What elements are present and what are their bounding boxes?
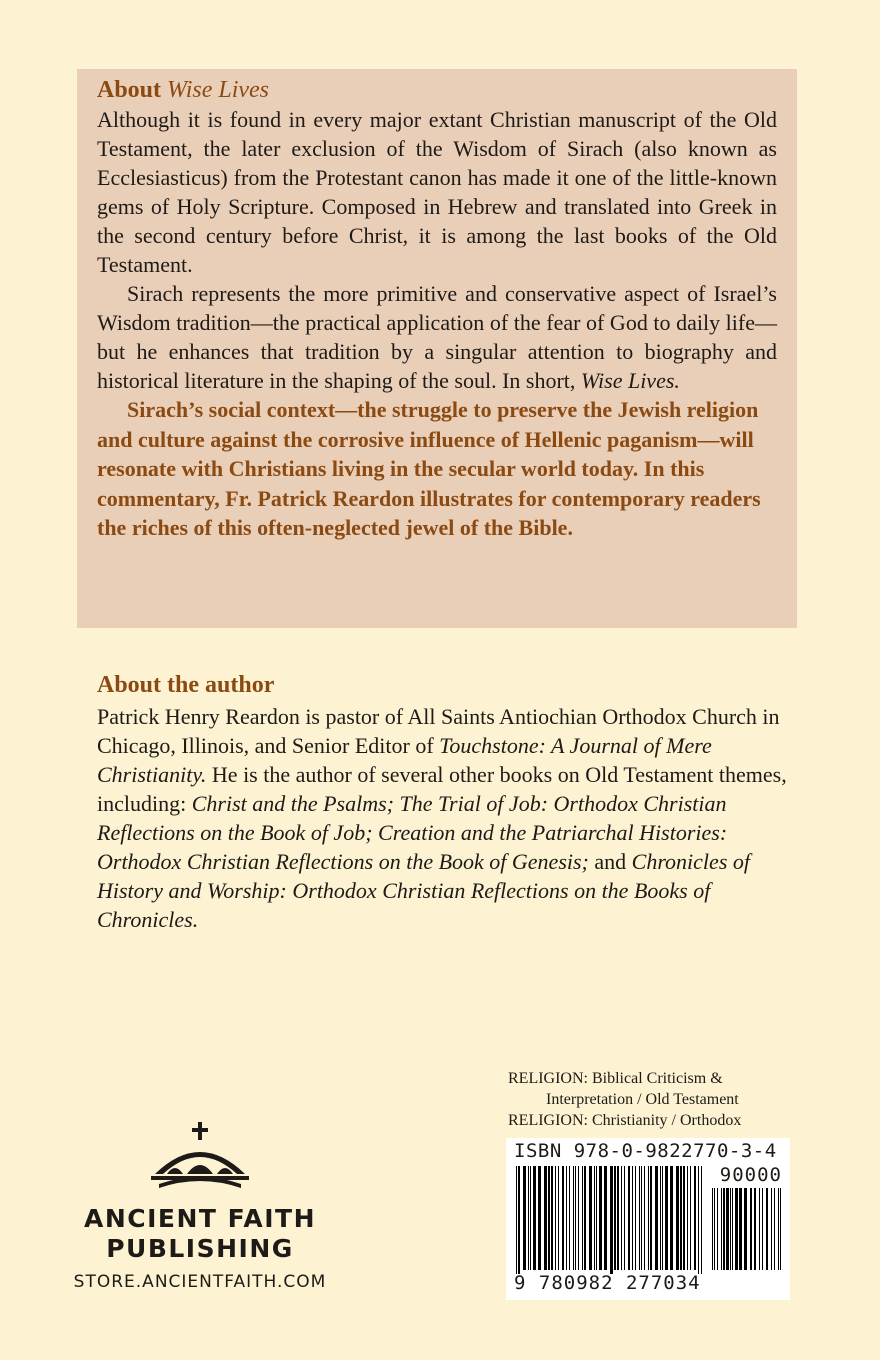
barcode-bar (578, 1166, 579, 1270)
barcode-bar (589, 1166, 592, 1270)
barcode-bar (754, 1188, 756, 1270)
barcode-bar (694, 1166, 696, 1270)
barcode-bar (676, 1166, 679, 1270)
barcode-bar (735, 1188, 738, 1270)
barcode-bar (530, 1166, 531, 1270)
barcode-bar (632, 1166, 633, 1270)
about-author-text: Patrick Henry Reardon is pastor of All Saints Antiochian Orthodox Church in Chicago, Illinois, and Senior Editor of Touchstone: A Journal of Mere Christianity. He is the author of several other books on Old Testament themes, including: Christ and the Psalms; The Trial of Job: Orthodox Christian Reflections on the Book of Job; Creation and the Patriarchal Histories: Orthodox Christian Reflections on the Book of Genesis; and Chronicles of History and Worship: Orthodox Christian Reflections on the Books of Chronicles. (97, 704, 787, 932)
barcode-bar (569, 1166, 570, 1270)
barcode-bar (771, 1188, 772, 1270)
subject-line-1: RELIGION: Biblical Criticism & (508, 1070, 723, 1087)
barcode-bar (665, 1166, 668, 1270)
subject-line-3: RELIGION: Christianity / Orthodox (508, 1112, 742, 1129)
barcode-bar (774, 1188, 775, 1270)
barcode-bar (648, 1166, 649, 1270)
barcode-bar (762, 1188, 763, 1270)
barcode-bar (732, 1188, 733, 1270)
barcode-bar (683, 1166, 685, 1270)
barcode-bar (596, 1166, 597, 1270)
store-url: STORE.ANCIENTFAITH.COM (73, 1272, 327, 1292)
barcode-digits: 9 780982 277034 (514, 1272, 701, 1294)
barcode-bar (599, 1166, 602, 1270)
barcode-bar (723, 1188, 725, 1270)
barcode-bar (544, 1166, 547, 1270)
barcode-bar (617, 1166, 619, 1270)
barcode-bar (687, 1166, 688, 1270)
about-book-heading: About Wise Lives (97, 77, 270, 103)
about-author-section (97, 670, 797, 934)
barcode-bar (516, 1166, 517, 1274)
isbn-number: ISBN 978-0-9822770-3-4 (514, 1140, 777, 1162)
barcode-bar (701, 1166, 702, 1274)
isbn-barcode (506, 1138, 790, 1300)
barcode-bar (582, 1166, 583, 1270)
barcode-bar (759, 1188, 760, 1270)
price-code: 90000 (719, 1164, 782, 1186)
barcode-bar (655, 1166, 658, 1270)
barcode-bar (712, 1188, 713, 1270)
barcode-bar (573, 1166, 574, 1270)
barcode-bar (604, 1166, 607, 1270)
barcode-bar (635, 1166, 636, 1270)
barcode-bar (562, 1166, 564, 1270)
barcode-bar (721, 1188, 722, 1270)
barcode-bar (551, 1166, 553, 1270)
about-book-box (77, 69, 797, 628)
barcode-bar (528, 1166, 529, 1270)
barcode-bar (538, 1166, 541, 1270)
barcode-bar (739, 1188, 742, 1270)
barcode-bar (558, 1166, 559, 1270)
about-author-heading: About the author (97, 672, 275, 698)
about-book-paragraph-2: Sirach represents the more primitive and conservative aspect of Israel’s Wisdom tradition—the practical application of the fear of God to daily life—but he enhances that tradition by a singular attention to biography and historical literature in the shaping of the soul. In short, Wise Lives. (97, 281, 777, 393)
publisher-name-line-2: PUBLISHING (106, 1234, 294, 1263)
barcode-bar (744, 1188, 747, 1270)
barcode-bar (555, 1166, 556, 1270)
barcode-bar (639, 1166, 640, 1270)
barcode-bar (662, 1166, 663, 1270)
barcode-bar (750, 1188, 752, 1270)
barcode-bar (548, 1166, 550, 1270)
barcode-bar (641, 1166, 642, 1270)
barcode-bar (610, 1166, 613, 1274)
barcode-bar (584, 1166, 586, 1270)
barcode-bar (575, 1166, 576, 1270)
barcode-bar (621, 1166, 622, 1270)
barcode-bar (650, 1166, 652, 1270)
barcode-bar (690, 1166, 691, 1270)
barcode-bar (660, 1166, 661, 1270)
barcode-bar (523, 1166, 526, 1270)
publisher-name-line-1: ANCIENT FAITH (83, 1204, 316, 1233)
publisher-name (70, 1204, 330, 1264)
barcode-bar (730, 1188, 731, 1270)
subject-line-2: Interpretation / Old Testament (546, 1091, 739, 1108)
barcode-bar (566, 1166, 567, 1270)
barcode-bar (670, 1166, 673, 1270)
barcode-bar (778, 1188, 779, 1270)
church-dome-cross-icon (145, 1122, 255, 1200)
about-book-paragraph-1: Although it is found in every major extant Christian manuscript of the Old Testament, the later exclusion of the Wisdom of Sirach (also known as Ecclesiasticus) from the Protestant canon has made it one of the little-known gems of Holy Scripture. Composed in Hebrew and translated into Greek in the second century before Christ, it is among the last books of the Old Testament. (97, 107, 777, 277)
barcode-bar (726, 1188, 729, 1270)
barcode-bar (698, 1166, 699, 1274)
barcode-bar (628, 1166, 630, 1270)
barcode-bar (518, 1166, 520, 1274)
barcode-bar (614, 1166, 616, 1270)
barcode-bar (533, 1166, 536, 1270)
subject-categories (508, 1068, 808, 1131)
barcode-bar (594, 1166, 595, 1270)
about-book-highlight-paragraph: Sirach’s social context—the struggle to preserve the Jewish religion and culture against the corrosive influence of Hellenic paganism—will resonate with Christians living in the secular world today. In this commentary, Fr. Patrick Reardon illustrates for contemporary readers the riches of this often-neglected jewel of the Bible. (97, 397, 761, 540)
barcode-bar (780, 1188, 781, 1270)
barcode-bar (714, 1188, 715, 1270)
barcode-bar (680, 1166, 682, 1270)
barcode-bar (766, 1188, 768, 1270)
barcode-bar (624, 1166, 625, 1270)
about-book-text (97, 105, 777, 395)
barcode-bar (644, 1166, 645, 1270)
barcode-bar (717, 1188, 718, 1270)
publisher-logo (70, 1122, 330, 1292)
